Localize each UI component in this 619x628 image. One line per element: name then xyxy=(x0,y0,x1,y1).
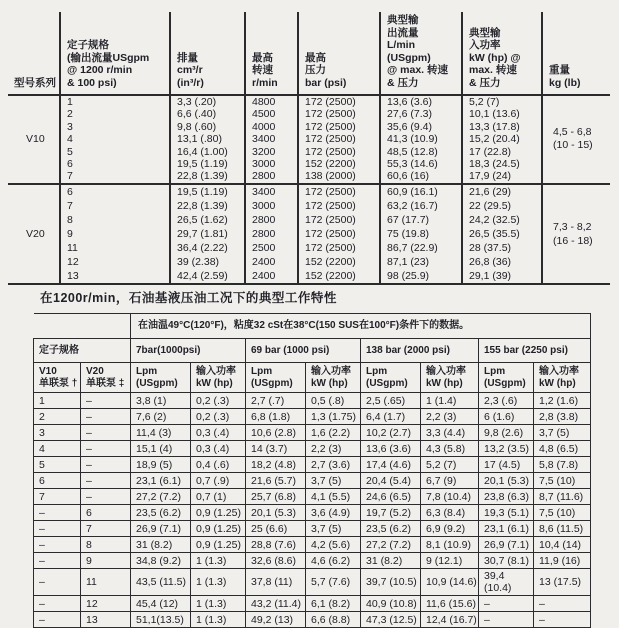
v10-ring-cell: – xyxy=(34,505,81,521)
flow-value-cell: 39,7 (10.5) xyxy=(361,569,421,596)
spec-cell: 4 xyxy=(60,133,170,145)
power-value-cell: 1,2 (1.6) xyxy=(534,393,591,409)
v20-ring-cell: 6 xyxy=(81,505,131,521)
spec-cell: 35,6 (9.4) xyxy=(380,121,462,133)
power-value-cell: 1,3 (1.75) xyxy=(306,409,361,425)
v10-ring-cell: 5 xyxy=(34,457,81,473)
v20-ring-cell: – xyxy=(81,489,131,505)
flow-value-cell: 10,2 (2.7) xyxy=(361,425,421,441)
ring-size-label: 定子规格 xyxy=(34,339,131,363)
characteristics-row xyxy=(34,505,591,521)
flow-value-cell: 30,7 (8.1) xyxy=(479,553,534,569)
characteristics-row xyxy=(34,612,591,628)
spec-cell: 75 (19.8) xyxy=(380,227,462,241)
spec-row xyxy=(8,170,610,183)
power-value-cell: 1 (1.3) xyxy=(191,612,246,628)
flow-value-cell: 37,8 (11) xyxy=(246,569,306,596)
power-value-cell: – xyxy=(534,612,591,628)
flow-value-cell: 14 (3.7) xyxy=(246,441,306,457)
power-value-cell: 5,2 (7) xyxy=(421,457,479,473)
characteristics-row xyxy=(34,409,591,425)
flow-value-cell: 10,6 (2.8) xyxy=(246,425,306,441)
power-subheader: 输入功率 kW (hp) xyxy=(421,363,479,393)
test-conditions-note: 在油温49°C(120°F)，粘度32 cSt在38°C(150 SUS在100°F)条件下的数据。 xyxy=(131,314,591,339)
ring-size-header: 定子规格 (输出流量USgpm @ 1200 r/min & 100 psi) xyxy=(60,12,170,95)
spec-cell: 28 (37.5) xyxy=(462,241,542,255)
flow-value-cell: 25,7 (6.8) xyxy=(246,489,306,505)
flow-value-cell: 43,2 (11.4) xyxy=(246,596,306,612)
flow-value-cell: 27,2 (7.2) xyxy=(131,489,191,505)
power-subheader: 输入功率 kW (hp) xyxy=(306,363,361,393)
flow-value-cell: 49,2 (13) xyxy=(246,612,306,628)
v20-ring-cell: – xyxy=(81,457,131,473)
spec-cell: 29,7 (1.81) xyxy=(170,227,245,241)
spec-cell: 138 (2000) xyxy=(298,170,380,183)
v10-ring-cell: 4 xyxy=(34,441,81,457)
flow-value-cell: – xyxy=(479,596,534,612)
power-value-cell: 8,7 (11.6) xyxy=(534,489,591,505)
power-value-cell: 2,2 (3) xyxy=(306,441,361,457)
flow-subheader: Lpm (USgpm) xyxy=(361,363,421,393)
spec-cell: 6,6 (.40) xyxy=(170,108,245,120)
max-pressure-header: 最高 压力 bar (psi) xyxy=(298,12,380,95)
spec-cell: 19,5 (1.19) xyxy=(170,158,245,170)
spec-cell: 152 (2200) xyxy=(298,255,380,269)
subheader-row xyxy=(34,363,591,393)
spec-cell: 27,6 (7.3) xyxy=(380,108,462,120)
power-value-cell: 11,9 (16) xyxy=(534,553,591,569)
characteristics-row xyxy=(34,489,591,505)
power-value-cell: 2,7 (3.6) xyxy=(306,457,361,473)
v10-ring-cell: 6 xyxy=(34,473,81,489)
spec-cell: 172 (2500) xyxy=(298,133,380,145)
power-value-cell: 1,6 (2.2) xyxy=(306,425,361,441)
power-value-cell: 0,2 (.3) xyxy=(191,393,246,409)
power-value-cell: 0,9 (1.25) xyxy=(191,537,246,553)
power-value-cell: 13 (17.5) xyxy=(534,569,591,596)
flow-value-cell: 31 (8.2) xyxy=(361,553,421,569)
flow-value-cell: 25 (6.6) xyxy=(246,521,306,537)
input-power-header: 典型输 入功率 kW (hp) @ max. 转速 & 压力 xyxy=(462,12,542,95)
spec-cell: 2 xyxy=(60,108,170,120)
spec-row xyxy=(8,146,610,158)
spec-cell: 152 (2200) xyxy=(298,158,380,170)
spec-cell: 98 (25.9) xyxy=(380,269,462,284)
power-value-cell: 0,7 (1) xyxy=(191,489,246,505)
v10-ring-cell: 7 xyxy=(34,489,81,505)
power-value-cell: 3,7 (5) xyxy=(306,521,361,537)
pressure-header-138bar: 138 bar (2000 psi) xyxy=(361,339,479,363)
v20-ring-cell: – xyxy=(81,473,131,489)
flow-value-cell: 17,4 (4.6) xyxy=(361,457,421,473)
flow-value-cell: 15,1 (4) xyxy=(131,441,191,457)
spec-cell: 60,9 (16.1) xyxy=(380,184,462,199)
spec-cell: 4000 xyxy=(245,121,298,133)
v20-ring-cell: 12 xyxy=(81,596,131,612)
spec-row xyxy=(8,133,610,145)
conditions-row xyxy=(34,314,591,339)
power-subheader: 输入功率 kW (hp) xyxy=(534,363,591,393)
v20-ring-cell: – xyxy=(81,425,131,441)
spec-cell: 3,3 (.20) xyxy=(170,95,245,108)
flow-subheader: Lpm (USgpm) xyxy=(246,363,306,393)
spec-row xyxy=(8,241,610,255)
flow-value-cell: 34,8 (9.2) xyxy=(131,553,191,569)
weight-header: 重量 kg (lb) xyxy=(542,12,610,95)
power-value-cell: 3,7 (5) xyxy=(306,473,361,489)
characteristics-row xyxy=(34,425,591,441)
spec-cell: 13,1 (.80) xyxy=(170,133,245,145)
spec-cell: 172 (2500) xyxy=(298,108,380,120)
flow-value-cell: 45,4 (12) xyxy=(131,596,191,612)
spec-cell: 2800 xyxy=(245,170,298,183)
spec-cell: 3000 xyxy=(245,199,298,213)
v10-single-pump-header: V10 单联泵 † xyxy=(34,363,81,393)
characteristics-row xyxy=(34,521,591,537)
flow-value-cell: 20,1 (5.3) xyxy=(246,505,306,521)
v10-ring-cell: – xyxy=(34,521,81,537)
spec-cell: 48,5 (12.8) xyxy=(380,146,462,158)
flow-value-cell: 40,9 (10.8) xyxy=(361,596,421,612)
power-value-cell: 0,9 (1.25) xyxy=(191,521,246,537)
flow-value-cell: 6,4 (1.7) xyxy=(361,409,421,425)
v10-ring-cell: 3 xyxy=(34,425,81,441)
power-value-cell: 4,3 (5.8) xyxy=(421,441,479,457)
flow-value-cell: 6,8 (1.8) xyxy=(246,409,306,425)
spec-cell: 5,2 (7) xyxy=(462,95,542,108)
spec-cell: 42,4 (2.59) xyxy=(170,269,245,284)
flow-value-cell: 17 (4.5) xyxy=(479,457,534,473)
characteristics-row xyxy=(34,553,591,569)
spec-cell: 16,4 (1.00) xyxy=(170,146,245,158)
power-value-cell: 6,6 (8.8) xyxy=(306,612,361,628)
characteristics-row xyxy=(34,441,591,457)
flow-value-cell: – xyxy=(479,612,534,628)
flow-value-cell: 28,8 (7.6) xyxy=(246,537,306,553)
power-value-cell: 8,1 (10.9) xyxy=(421,537,479,553)
power-value-cell: 4,2 (5.6) xyxy=(306,537,361,553)
spec-cell: 2400 xyxy=(245,269,298,284)
spec-cell: 4800 xyxy=(245,95,298,108)
power-value-cell: 0,9 (1.25) xyxy=(191,505,246,521)
v10-ring-cell: – xyxy=(34,612,81,628)
spec-cell: 4500 xyxy=(245,108,298,120)
spec-cell: 13,3 (17.8) xyxy=(462,121,542,133)
spec-cell: 172 (2500) xyxy=(298,199,380,213)
power-value-cell: 0,2 (.3) xyxy=(191,409,246,425)
spec-cell: 18,3 (24.5) xyxy=(462,158,542,170)
spec-cell: 41,3 (10.9) xyxy=(380,133,462,145)
power-value-cell: 0,3 (.4) xyxy=(191,425,246,441)
spec-cell: 21,6 (29) xyxy=(462,184,542,199)
spec-cell: 172 (2500) xyxy=(298,95,380,108)
power-value-cell: 10,4 (14) xyxy=(534,537,591,553)
v20-ring-cell: – xyxy=(81,409,131,425)
spec-cell: 2500 xyxy=(245,241,298,255)
spec-cell: 172 (2500) xyxy=(298,184,380,199)
power-value-cell: – xyxy=(534,596,591,612)
v20-ring-cell: 9 xyxy=(81,553,131,569)
power-value-cell: 4,1 (5.5) xyxy=(306,489,361,505)
spec-cell: 172 (2500) xyxy=(298,146,380,158)
power-value-cell: 0,7 (.9) xyxy=(191,473,246,489)
spec-cell: 6 xyxy=(60,184,170,199)
spec-cell: 1 xyxy=(60,95,170,108)
power-value-cell: 6,9 (9.2) xyxy=(421,521,479,537)
spec-row xyxy=(8,213,610,227)
spec-cell: 7 xyxy=(60,199,170,213)
spec-cell: 22,8 (1.39) xyxy=(170,170,245,183)
spec-cell: 10,1 (13.6) xyxy=(462,108,542,120)
flow-value-cell: 31 (8.2) xyxy=(131,537,191,553)
flow-value-cell: 23,1 (6.1) xyxy=(479,521,534,537)
characteristics-row xyxy=(34,473,591,489)
model-series-cell: V10 xyxy=(26,133,45,146)
spec-cell: 2800 xyxy=(245,227,298,241)
spec-cell: 26,8 (36) xyxy=(462,255,542,269)
flow-value-cell: 19,3 (5.1) xyxy=(479,505,534,521)
flow-value-cell: 13,2 (3.5) xyxy=(479,441,534,457)
power-value-cell: 12,4 (16.7) xyxy=(421,612,479,628)
v10-ring-cell: – xyxy=(34,569,81,596)
spec-cell: 22 (29.5) xyxy=(462,199,542,213)
spec-cell: 13 xyxy=(60,269,170,284)
flow-value-cell: 13,6 (3.6) xyxy=(361,441,421,457)
model-series-cell: V20 xyxy=(8,184,60,284)
max-speed-header: 最高 转速 r/min xyxy=(245,12,298,95)
pressure-header-69bar: 69 bar (1000 psi) xyxy=(246,339,361,363)
spec-cell: 172 (2500) xyxy=(298,121,380,133)
spec-cell: 6 xyxy=(60,158,170,170)
spec-cell: 8 xyxy=(60,213,170,227)
v20-ring-cell: 7 xyxy=(81,521,131,537)
spec-cell: 36,4 (2.22) xyxy=(170,241,245,255)
spec-cell: 29,1 (39) xyxy=(462,269,542,284)
flow-value-cell: 7,6 (2) xyxy=(131,409,191,425)
flow-value-cell: 18,9 (5) xyxy=(131,457,191,473)
spec-row xyxy=(8,121,610,133)
characteristics-row xyxy=(34,537,591,553)
characteristics-row xyxy=(34,457,591,473)
power-value-cell: 1 (1.3) xyxy=(191,569,246,596)
displacement-header: 排量 cm³/r (in³/r) xyxy=(170,12,245,95)
flow-value-cell: 2,5 (.65) xyxy=(361,393,421,409)
spec-row xyxy=(8,255,610,269)
flow-value-cell: 32,6 (8.6) xyxy=(246,553,306,569)
v10-ring-cell: – xyxy=(34,596,81,612)
flow-subheader: Lpm (USgpm) xyxy=(131,363,191,393)
spec-cell: 12 xyxy=(60,255,170,269)
flow-value-cell: 3,8 (1) xyxy=(131,393,191,409)
flow-value-cell: 26,9 (7.1) xyxy=(131,521,191,537)
spec-row xyxy=(8,199,610,213)
flow-value-cell: 11,4 (3) xyxy=(131,425,191,441)
power-value-cell: 1 (1.3) xyxy=(191,596,246,612)
flow-subheader: Lpm (USgpm) xyxy=(479,363,534,393)
spec-row xyxy=(8,269,610,284)
power-value-cell: 0,3 (.4) xyxy=(191,441,246,457)
spacer-cell xyxy=(34,314,131,339)
flow-value-cell: 20,1 (5.3) xyxy=(479,473,534,489)
power-value-cell: 0,5 (.8) xyxy=(306,393,361,409)
v20-single-pump-header: V20 单联泵 ‡ xyxy=(81,363,131,393)
flow-value-cell: 20,4 (5.4) xyxy=(361,473,421,489)
power-value-cell: 11,6 (15.6) xyxy=(421,596,479,612)
power-value-cell: 2,8 (3.8) xyxy=(534,409,591,425)
characteristics-row xyxy=(34,393,591,409)
spec-cell: 3400 xyxy=(245,184,298,199)
flow-value-cell: 23,5 (6.2) xyxy=(131,505,191,521)
flow-value-cell: 9,8 (2.6) xyxy=(479,425,534,441)
power-value-cell: 6,3 (8.4) xyxy=(421,505,479,521)
spec-cell: 87,1 (23) xyxy=(380,255,462,269)
characteristics-row xyxy=(34,596,591,612)
specs-header-row xyxy=(8,12,610,95)
power-value-cell: 9 (12.1) xyxy=(421,553,479,569)
spec-row xyxy=(8,158,610,170)
spec-cell: 9 xyxy=(60,227,170,241)
spec-cell: 13,6 (3.6) xyxy=(380,95,462,108)
power-value-cell: 4,8 (6.5) xyxy=(534,441,591,457)
spec-cell: 24,2 (32.5) xyxy=(462,213,542,227)
spec-cell: 39 (2.38) xyxy=(170,255,245,269)
flow-value-cell: 27,2 (7.2) xyxy=(361,537,421,553)
spec-cell: 3200 xyxy=(245,146,298,158)
spec-cell: 3 xyxy=(60,121,170,133)
v20-ring-cell: 13 xyxy=(81,612,131,628)
power-value-cell: 1 (1.4) xyxy=(421,393,479,409)
flow-value-cell: 23,8 (6.3) xyxy=(479,489,534,505)
output-flow-header: 典型输 出流量 L/min (USgpm) @ max. 转速 & 压力 xyxy=(380,12,462,95)
flow-value-cell: 2,3 (.6) xyxy=(479,393,534,409)
flow-value-cell: 23,5 (6.2) xyxy=(361,521,421,537)
v20-ring-cell: 8 xyxy=(81,537,131,553)
flow-value-cell: 2,7 (.7) xyxy=(246,393,306,409)
power-value-cell: 3,3 (4.4) xyxy=(421,425,479,441)
spec-cell: 2800 xyxy=(245,213,298,227)
power-value-cell: 6,7 (9) xyxy=(421,473,479,489)
spec-row xyxy=(8,95,610,108)
power-value-cell: 8,6 (11.5) xyxy=(534,521,591,537)
spec-cell: 172 (2500) xyxy=(298,227,380,241)
pressure-header-7bar: 7bar(1000psi) xyxy=(131,339,246,363)
power-value-cell: 3,6 (4.9) xyxy=(306,505,361,521)
spec-cell: 172 (2500) xyxy=(298,213,380,227)
characteristics-title: 在1200r/min，石油基液压油工况下的典型工作特性 xyxy=(40,291,337,305)
weight-cell: 4,5 - 6,8 (10 - 15) xyxy=(542,95,610,184)
flow-value-cell: 39,4 (10.4) xyxy=(479,569,534,596)
flow-value-cell: 51,1(13.5) xyxy=(131,612,191,628)
pressure-header-row xyxy=(34,339,591,363)
spec-cell: 26,5 (35.5) xyxy=(462,227,542,241)
characteristics-row xyxy=(34,569,591,596)
v10-ring-cell: 1 xyxy=(34,393,81,409)
flow-value-cell: 26,9 (7.1) xyxy=(479,537,534,553)
spec-cell: 17,9 (24) xyxy=(462,170,542,183)
model-series-header: 型号系列 xyxy=(8,12,60,95)
spec-cell: 22,8 (1.39) xyxy=(170,199,245,213)
spec-cell: 3000 xyxy=(245,158,298,170)
power-value-cell: 6,1 (8.2) xyxy=(306,596,361,612)
spec-cell: 172 (2500) xyxy=(298,241,380,255)
power-subheader: 输入功率 kW (hp) xyxy=(191,363,246,393)
spec-cell: 86,7 (22.9) xyxy=(380,241,462,255)
power-value-cell: 7,5 (10) xyxy=(534,505,591,521)
spec-cell: 67 (17.7) xyxy=(380,213,462,227)
spec-cell: 9,8 (.60) xyxy=(170,121,245,133)
power-value-cell: 3,7 (5) xyxy=(534,425,591,441)
spec-cell: 152 (2200) xyxy=(298,269,380,284)
v10-ring-cell: – xyxy=(34,553,81,569)
pump-specs-table xyxy=(8,12,610,285)
spec-row xyxy=(8,227,610,241)
power-value-cell: 7,8 (10.4) xyxy=(421,489,479,505)
spec-cell: 11 xyxy=(60,241,170,255)
flow-value-cell: 24,6 (6.5) xyxy=(361,489,421,505)
v20-ring-cell: – xyxy=(81,393,131,409)
spec-cell: 26,5 (1.62) xyxy=(170,213,245,227)
flow-value-cell: 23,1 (6.1) xyxy=(131,473,191,489)
power-value-cell: 5,7 (7.6) xyxy=(306,569,361,596)
spec-row xyxy=(8,108,610,120)
power-value-cell: 7,5 (10) xyxy=(534,473,591,489)
pressure-header-155bar: 155 bar (2250 psi) xyxy=(479,339,591,363)
flow-value-cell: 6 (1.6) xyxy=(479,409,534,425)
spec-cell: 17 (22.8) xyxy=(462,146,542,158)
v10-ring-cell: 2 xyxy=(34,409,81,425)
power-value-cell: 4,6 (6.2) xyxy=(306,553,361,569)
power-value-cell: 10,9 (14.6) xyxy=(421,569,479,596)
flow-value-cell: 21,6 (5.7) xyxy=(246,473,306,489)
spec-cell: 55,3 (14.6) xyxy=(380,158,462,170)
power-value-cell: 0,4 (.6) xyxy=(191,457,246,473)
spec-cell: 5 xyxy=(60,146,170,158)
spec-cell: 60,6 (16) xyxy=(380,170,462,183)
flow-value-cell: 47,3 (12.5) xyxy=(361,612,421,628)
flow-value-cell: 43,5 (11.5) xyxy=(131,569,191,596)
power-value-cell: 2,2 (3) xyxy=(421,409,479,425)
spec-cell: 19,5 (1.19) xyxy=(170,184,245,199)
flow-value-cell: 19,7 (5.2) xyxy=(361,505,421,521)
spec-cell: 2400 xyxy=(245,255,298,269)
weight-cell: 7,3 - 8,2 (16 - 18) xyxy=(542,184,610,284)
v10-ring-cell: – xyxy=(34,537,81,553)
spec-cell: 7 xyxy=(60,170,170,183)
v20-ring-cell: – xyxy=(81,441,131,457)
operating-characteristics-table xyxy=(33,313,591,628)
power-value-cell: 1 (1.3) xyxy=(191,553,246,569)
flow-value-cell: 18,2 (4.8) xyxy=(246,457,306,473)
spec-cell: 15,2 (20.4) xyxy=(462,133,542,145)
spec-row xyxy=(8,184,610,199)
spec-cell: 3400 xyxy=(245,133,298,145)
power-value-cell: 5,8 (7.8) xyxy=(534,457,591,473)
spec-cell: 63,2 (16.7) xyxy=(380,199,462,213)
v20-ring-cell: 11 xyxy=(81,569,131,596)
